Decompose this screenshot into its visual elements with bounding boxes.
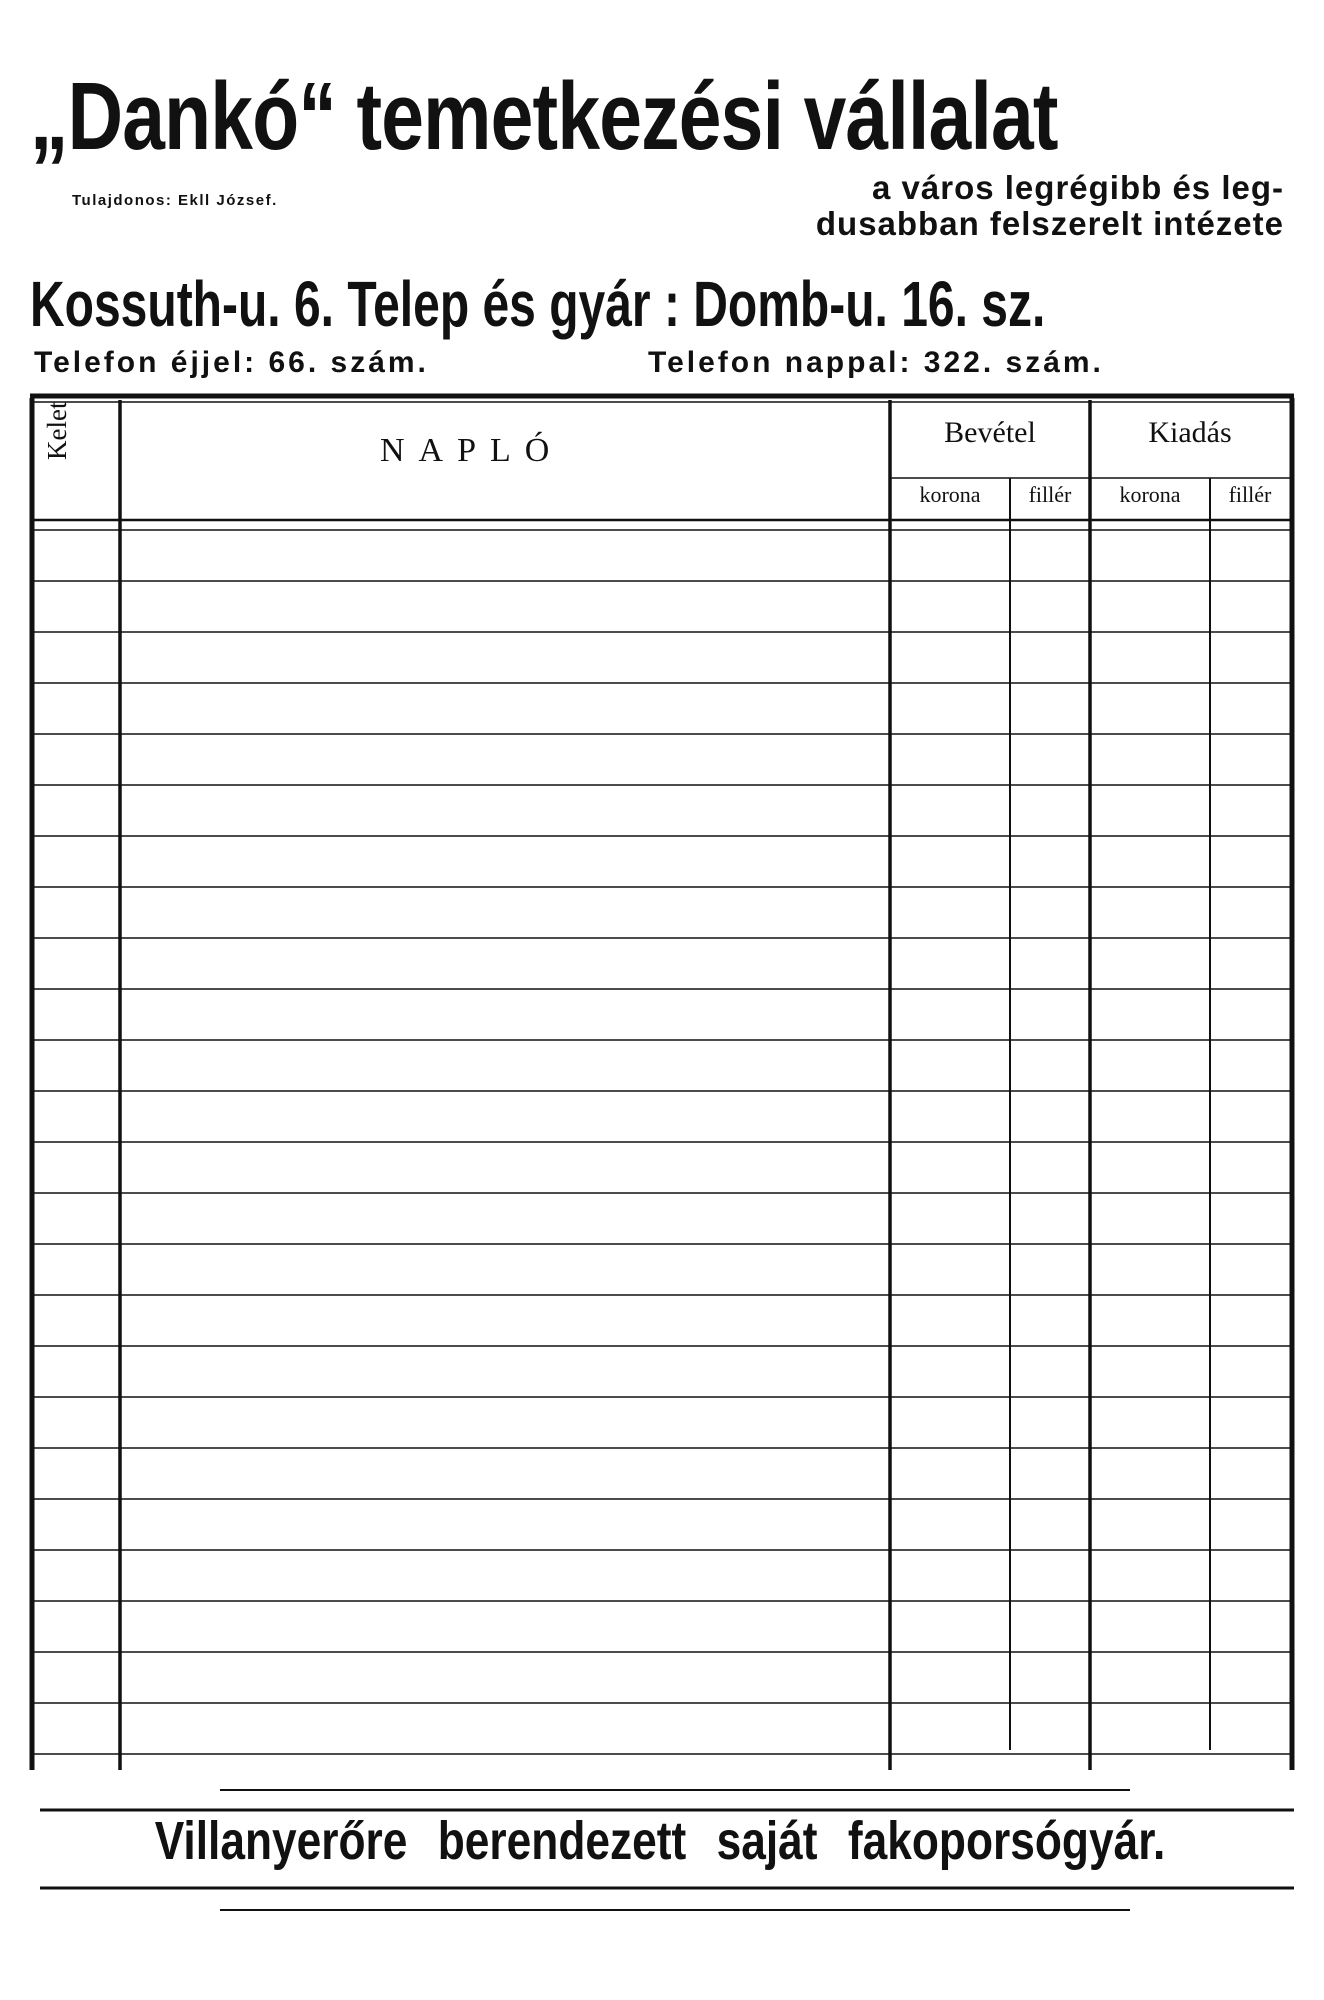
address-line: Kossuth-u. 6. Telep és gyár : Domb-u. 16. sz. xyxy=(30,268,1046,340)
ledger-rows xyxy=(34,530,1290,1754)
subheader-korona-bevetel: korona xyxy=(919,482,981,507)
col-header-kiadas: Kiadás xyxy=(1148,416,1232,449)
subheader-korona-kiadas: korona xyxy=(1119,482,1181,507)
subheader-filler-kiadas: fillér xyxy=(1228,482,1272,507)
subheader-filler-bevetel: fillér xyxy=(1028,482,1072,507)
owner-line: Tulajdonos: Ekll József. xyxy=(72,192,278,209)
col-header-bevetel: Bevétel xyxy=(944,416,1036,449)
tagline-line-2: dusabban felszerelt intézete xyxy=(815,205,1284,242)
col-header-naplo: NAPLÓ xyxy=(380,432,564,469)
footer-slogan: Villanyerőre berendezett saját fakoporsógyár. xyxy=(154,1811,1166,1871)
phone-day: Telefon nappal: 322. szám. xyxy=(648,346,1104,379)
phone-night: Telefon éjjel: 66. szám. xyxy=(34,346,429,379)
company-title: „Dankó“ temetkezési vállalat xyxy=(30,63,1058,170)
col-header-kelet: Kelet xyxy=(42,401,72,460)
tagline-line-1: a város legrégibb és leg- xyxy=(872,169,1284,206)
